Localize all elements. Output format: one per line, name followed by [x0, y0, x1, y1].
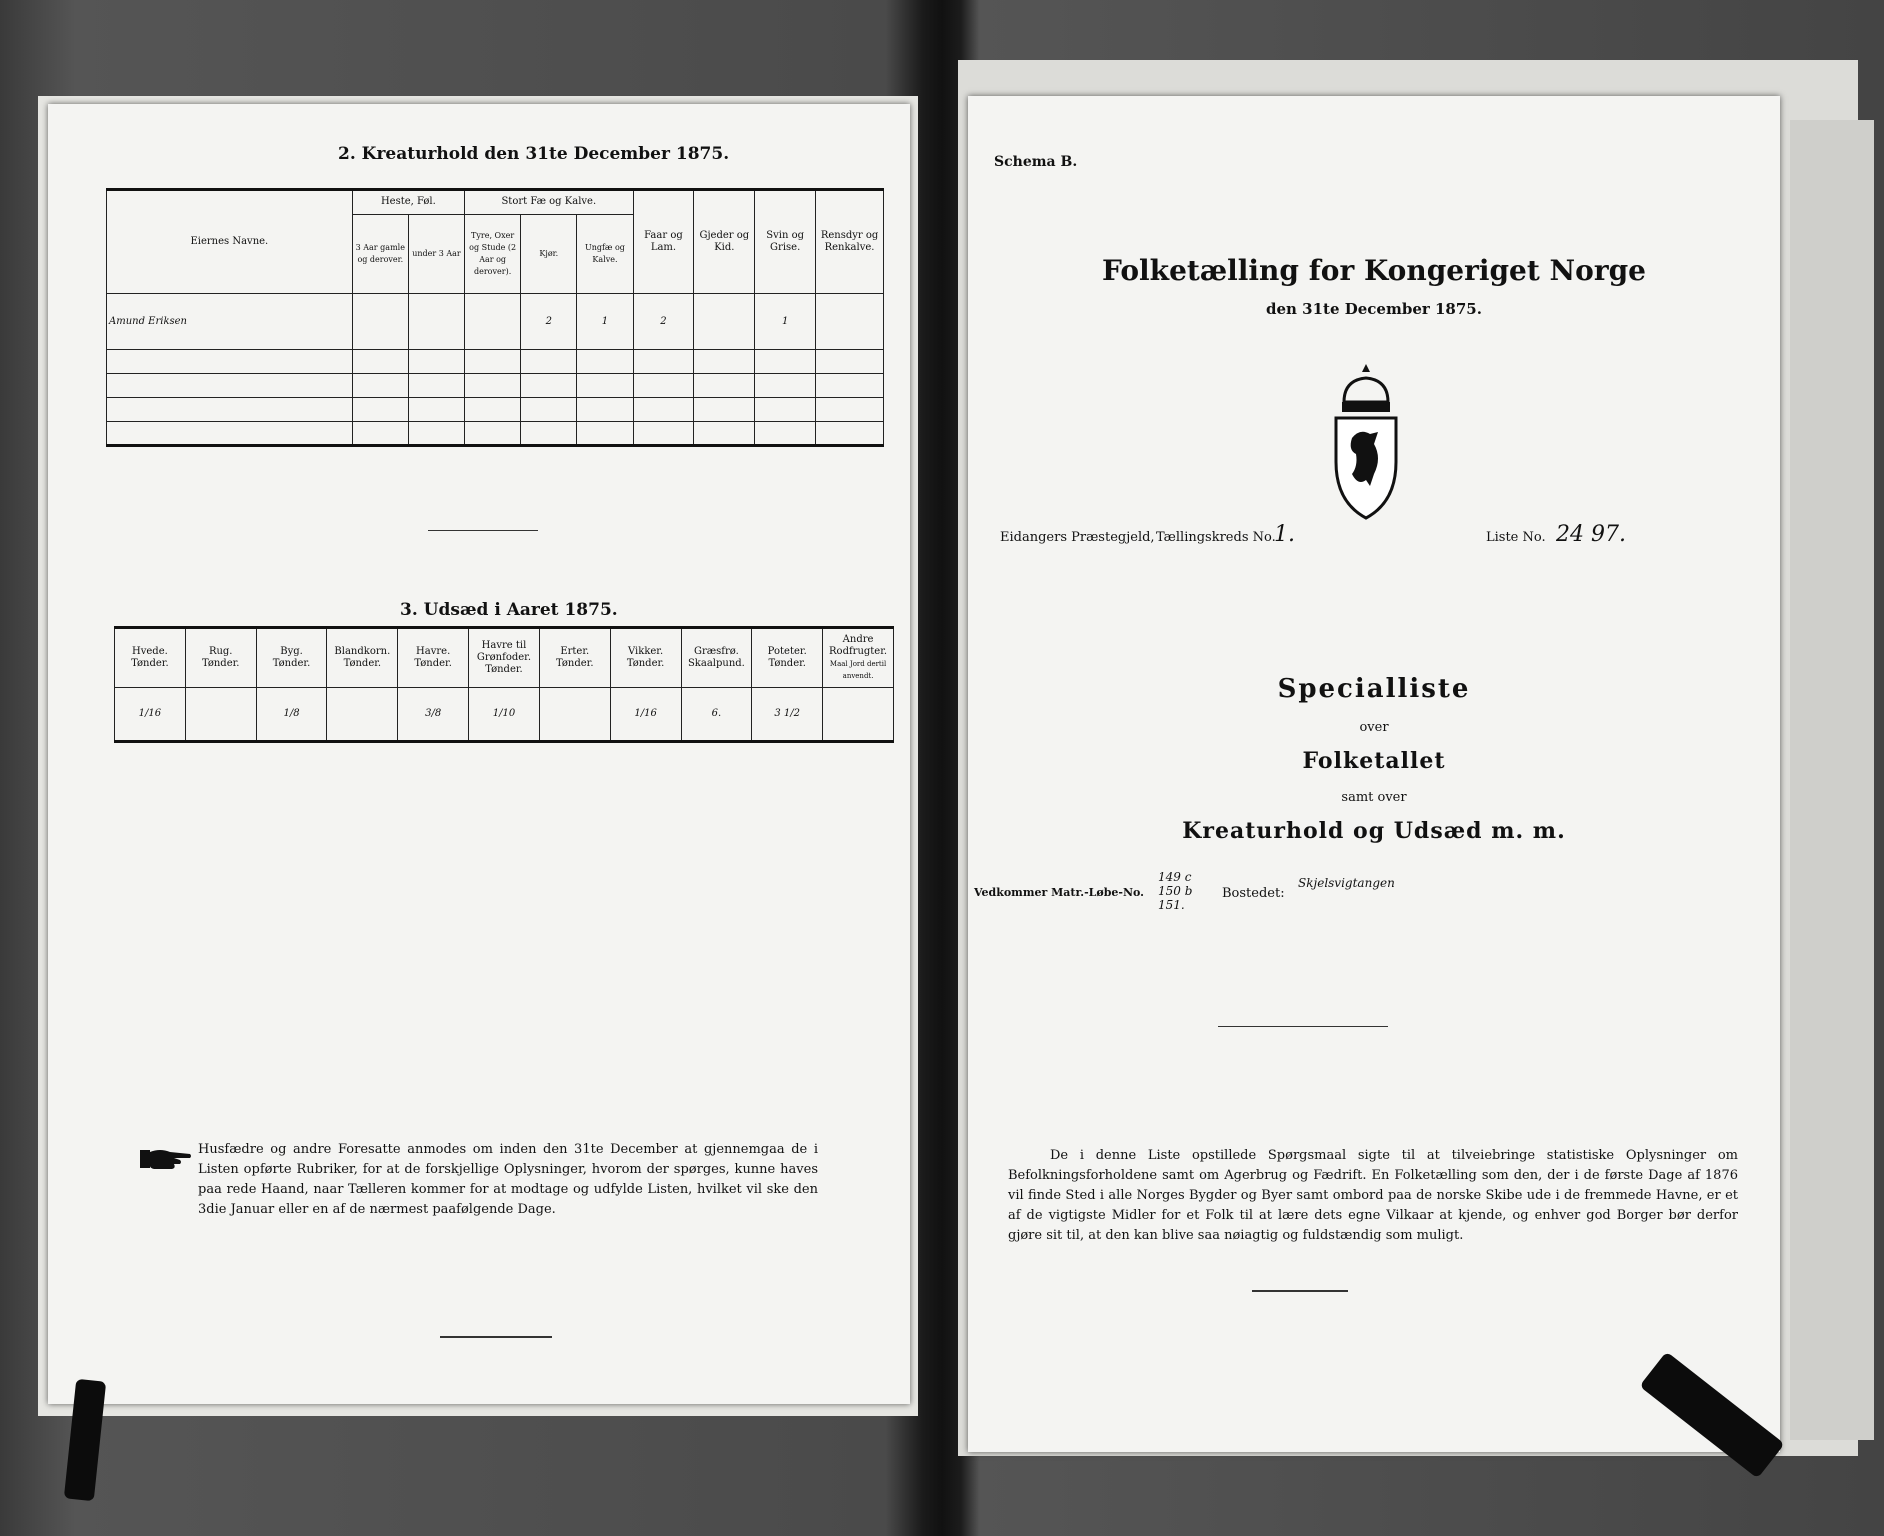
header-horses-sub1: 3 Aar gamle og derover. [352, 214, 408, 293]
right-bottom-divider [1252, 1290, 1348, 1292]
cell-h1 [352, 398, 408, 422]
header-andre: Andre Rodfrugter. Maal Jord dertil anvendt. [823, 628, 894, 688]
right-divider [1218, 1026, 1388, 1027]
value-blandkorn [327, 688, 398, 742]
cell-owner [107, 398, 353, 422]
cell-c1 [465, 350, 521, 374]
cell-c2 [521, 374, 577, 398]
cell-c3: 1 [577, 294, 633, 350]
value-poteter: 3 1/2 [752, 688, 823, 742]
cell-h1 [352, 294, 408, 350]
cell-h2 [408, 398, 464, 422]
cell-reindeer [816, 374, 884, 398]
livestock-table [106, 188, 884, 447]
cell-h2 [408, 374, 464, 398]
header-sheep: Faar og Lam. [633, 190, 694, 294]
folketallet-title: Folketallet [1302, 748, 1446, 774]
parish-label: Eidangers Præstegjeld, [1000, 530, 1155, 545]
district-label: Tællingskreds No. [1156, 530, 1276, 545]
header-owner: Eiernes Navne. [107, 190, 353, 294]
cell-c1 [465, 398, 521, 422]
cell-h2 [408, 422, 464, 446]
value-hvede: 1/16 [115, 688, 186, 742]
header-graesfro: Græsfrø. Skaalpund. [681, 628, 752, 688]
cell-h1 [352, 350, 408, 374]
cell-pigs [755, 374, 816, 398]
header-erter: Erter. Tønder. [539, 628, 610, 688]
cell-c2 [521, 350, 577, 374]
main-title: Folketælling for Kongeriget Norge [1102, 254, 1646, 287]
left-page [48, 104, 910, 1404]
cell-sheep [633, 350, 694, 374]
cell-c1 [465, 294, 521, 350]
cell-goats [694, 422, 755, 446]
cell-reindeer [816, 350, 884, 374]
cell-h2 [408, 294, 464, 350]
value-byg: 1/8 [256, 688, 327, 742]
header-havre-gron: Havre til Grønfoder. Tønder. [469, 628, 540, 688]
header-poteter: Poteter. Tønder. [752, 628, 823, 688]
cell-sheep [633, 374, 694, 398]
cell-reindeer [816, 294, 884, 350]
header-cattle-sub2: Kjør. [521, 214, 577, 293]
list-value: 24 97. [1556, 522, 1626, 547]
section2-title: 2. Kreaturhold den 31te December 1875. [338, 144, 730, 164]
norway-coat-of-arms-icon [1330, 362, 1402, 522]
header-blandkorn: Blandkorn. Tønder. [327, 628, 398, 688]
cell-sheep [633, 398, 694, 422]
cell-h2 [408, 350, 464, 374]
cell-c2: 2 [521, 294, 577, 350]
cell-h1 [352, 422, 408, 446]
cell-owner [107, 422, 353, 446]
cell-c2 [521, 422, 577, 446]
header-horses: Heste, Føl. [352, 190, 464, 215]
bostedet-label: Bostedet: [1222, 886, 1285, 901]
right-page [968, 96, 1780, 1452]
samt-over-text: samt over [1341, 790, 1407, 805]
header-pigs: Svin og Grise. [755, 190, 816, 294]
notice-text: Husfædre og andre Foresatte anmodes om inden den 31te December at gjennemgaa de i Listen opførte Rubriker, for at de forskjellige Oplysninger, hvorom der spørges, kunne haves paa rede Haand, naar Tælleren kommer for at modtage og udfylde Listen, hvilket vil ske den 3die Januar eller en af de nærmest paafølgende Dage. [198, 1142, 818, 1217]
list-label: Liste No. [1486, 530, 1546, 545]
right-scrap-paper [1790, 120, 1874, 1440]
table-row [107, 422, 884, 446]
header-horses-sub2: under 3 Aar [408, 214, 464, 293]
cell-pigs [755, 350, 816, 374]
cell-owner [107, 374, 353, 398]
cell-goats [694, 350, 755, 374]
cell-c2 [521, 398, 577, 422]
cell-c3 [577, 374, 633, 398]
value-erter [539, 688, 610, 742]
kreaturhold-title: Kreaturhold og Udsæd m. m. [1182, 818, 1566, 844]
cell-h1 [352, 374, 408, 398]
cell-c1 [465, 374, 521, 398]
divider [428, 530, 538, 531]
header-hvede: Hvede. Tønder. [115, 628, 186, 688]
cell-goats [694, 294, 755, 350]
cell-sheep: 2 [633, 294, 694, 350]
table-row [107, 398, 884, 422]
table-row [107, 374, 884, 398]
matr-values [1158, 870, 1192, 912]
header-byg: Byg. Tønder. [256, 628, 327, 688]
cell-owner: Amund Eriksen [107, 294, 353, 350]
header-vikker: Vikker. Tønder. [610, 628, 681, 688]
schema-label: Schema B. [994, 154, 1078, 170]
header-cattle: Stort Fæ og Kalve. [465, 190, 634, 215]
sowing-table [114, 626, 894, 743]
section3-title: 3. Udsæd i Aaret 1875. [400, 600, 618, 620]
table-row [107, 350, 884, 374]
cell-goats [694, 374, 755, 398]
value-vikker: 1/16 [610, 688, 681, 742]
header-cattle-sub1: Tyre, Oxer og Stude (2 Aar og derover). [465, 214, 521, 293]
matr-value-2: 150 b [1158, 884, 1193, 898]
header-goats: Gjeder og Kid. [694, 190, 755, 294]
cell-reindeer [816, 398, 884, 422]
intro-text: De i denne Liste opstillede Spørgsmaal sigte til at tilveiebringe statistiske Oplysninger om Befolkningsforholdene samt om Agerbrug og Fædrift. En Folketælling som den, der i de første Dage af 1876 vil finde Sted i alle Norges Bygder og Byer samt ombord paa de norske Skibe ude i de fremmede Havne, er et af de vigtigste Midler for et Folk til at lære dets egne Vilkaar at kjende, og enhver god Borger bør derfor gjøre sit til, at den kan blive saa nøiagtig og fuldstændig som muligt. [1008, 1148, 1738, 1243]
cell-owner [107, 350, 353, 374]
cell-reindeer [816, 422, 884, 446]
cell-pigs: 1 [755, 294, 816, 350]
value-rug [185, 688, 256, 742]
value-andre [823, 688, 894, 742]
value-havre-gron: 1/10 [469, 688, 540, 742]
cell-pigs [755, 398, 816, 422]
bottom-divider [440, 1336, 552, 1338]
cell-goats [694, 398, 755, 422]
header-reindeer: Rensdyr og Renkalve. [816, 190, 884, 294]
header-havre: Havre. Tønder. [398, 628, 469, 688]
matr-label: Vedkommer Matr.-Løbe-No. [974, 886, 1144, 899]
table-row [107, 294, 884, 350]
bostedet-value: Skjelsvigtangen [1298, 876, 1395, 890]
specialliste-title: Specialliste [1277, 674, 1471, 704]
district-value: 1. [1274, 522, 1295, 547]
cell-sheep [633, 422, 694, 446]
header-rug: Rug. Tønder. [185, 628, 256, 688]
cell-c3 [577, 350, 633, 374]
cell-c3 [577, 422, 633, 446]
header-cattle-sub3: Ungfæ og Kalve. [577, 214, 633, 293]
cell-pigs [755, 422, 816, 446]
matr-value-3: 151. [1158, 898, 1185, 912]
pointing-hand-icon [140, 1146, 192, 1172]
value-havre: 3/8 [398, 688, 469, 742]
date-line: den 31te December 1875. [1266, 300, 1482, 318]
matr-value-1: 149 c [1158, 870, 1192, 884]
value-graesfro: 6. [681, 688, 752, 742]
cell-c3 [577, 398, 633, 422]
cell-c1 [465, 422, 521, 446]
over-text-1: over [1359, 720, 1389, 735]
